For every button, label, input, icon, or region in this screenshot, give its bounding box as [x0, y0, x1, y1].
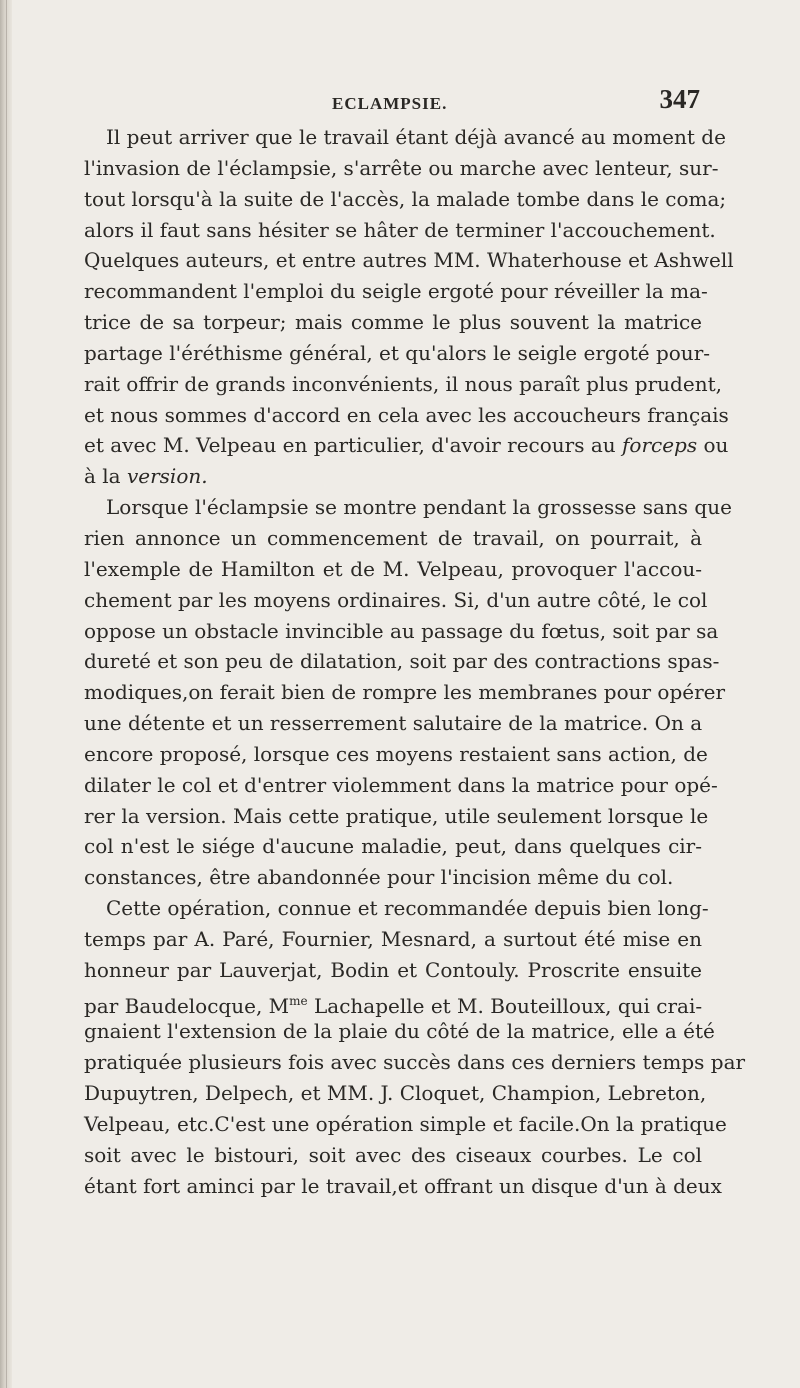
- text-segment: ou: [703, 433, 729, 458]
- text-line: Il peut arriver que le travail étant déjà avancé au moment de: [106, 125, 726, 149]
- text-segment: et avec M. Velpeau en particulier, d'avoir recours au: [84, 433, 616, 458]
- text-line: rer la version. Mais cette pratique, utile seulement lorsque le: [84, 803, 709, 828]
- text-line: col n'est le siége d'aucune maladie, peut, dans quelques cir-: [84, 834, 702, 859]
- text-line: Cette opération, connue et recommandée depuis bien long-: [106, 896, 709, 921]
- text-line: honneur par Lauverjat, Bodin et Contouly. Proscrite ensuite: [84, 957, 702, 982]
- text-line: chement par les moyens ordinaires. Si, d'un autre côté, le col: [84, 587, 708, 612]
- text-line: dureté et son peu de dilatation, soit par des contractions spas-: [84, 649, 720, 674]
- text-line: Velpeau, etc.C'est une opération simple et facile.On la pratique: [84, 1112, 727, 1136]
- text-segment: par Baudelocque, M: [84, 993, 290, 1018]
- page-number: 347: [659, 84, 700, 114]
- text-line: Lorsque l'éclampsie se montre pendant la grossesse sans que: [106, 495, 732, 520]
- gutter-line: [6, 0, 7, 1388]
- superscript-me: me: [289, 993, 308, 1008]
- text-line: pratiquée plusieurs fois avec succès dans ces derniers temps par: [84, 1050, 746, 1075]
- italic-term-version: version.: [126, 464, 208, 489]
- running-title: ECLAMPSIE.: [332, 94, 448, 113]
- text-segment: Lachapelle et M. Bouteilloux, qui crai-: [313, 993, 703, 1018]
- text-line: l'invasion de l'éclampsie, s'arrête ou marche avec lenteur, sur-: [84, 155, 719, 180]
- text-line: constances, être abandonnée pour l'incision même du col.: [84, 865, 674, 890]
- text-line: recommandent l'emploi du seigle ergoté pour réveiller la ma-: [84, 279, 708, 304]
- text-line: [84, 986, 702, 1017]
- text-line: une détente et un resserrement salutaire de la matrice. On a: [84, 711, 703, 736]
- text-line: l'exemple de Hamilton et de M. Velpeau, provoquer l'accou-: [84, 556, 702, 581]
- text-line: Dupuytren, Delpech, et MM. J. Cloquet, Champion, Lebreton,: [84, 1081, 707, 1106]
- text-line: tout lorsqu'à la suite de l'accès, la malade tombe dans le coma;: [84, 186, 727, 211]
- text-line: étant fort aminci par le travail,et offrant un disque d'un à deux: [84, 1173, 722, 1198]
- text-line: trice de sa torpeur; mais comme le plus souvent la matrice: [84, 310, 702, 335]
- text-line: [84, 461, 702, 492]
- text-line: rien annonce un commencement de travail, on pourrait, à: [84, 525, 702, 550]
- text-line: gnaient l'extension de la plaie du côté de la matrice, elle a été: [84, 1019, 715, 1044]
- text-line: alors il faut sans hésiter se hâter de terminer l'accouchement.: [84, 217, 716, 242]
- text-line: et nous sommes d'accord en cela avec les accoucheurs français: [84, 402, 729, 427]
- body-text: [84, 122, 746, 1202]
- text-line: rait offrir de grands inconvénients, il nous paraît plus prudent,: [84, 371, 722, 396]
- text-line: encore proposé, lorsque ces moyens restaient sans action, de: [84, 741, 708, 766]
- page-header: [84, 84, 702, 120]
- italic-term-forceps: forceps: [622, 433, 698, 458]
- text-segment: à la: [84, 464, 121, 489]
- text-line: dilater le col et d'entrer violemment dans la matrice pour opé-: [84, 772, 718, 797]
- text-line: [84, 430, 729, 461]
- text-line: temps par A. Paré, Fournier, Mesnard, a surtout été mise en: [84, 926, 702, 951]
- text-line: partage l'éréthisme général, et qu'alors le seigle ergoté pour-: [84, 340, 711, 365]
- text-line: modiques,on ferait bien de rompre les membranes pour opérer: [84, 680, 726, 705]
- text-line: Quelques auteurs, et entre autres MM. Whaterhouse et Ashwell: [84, 248, 734, 273]
- text-line: soit avec le bistouri, soit avec des ciseaux courbes. Le col: [84, 1142, 702, 1167]
- text-line: oppose un obstacle invincible au passage du fœtus, soit par sa: [84, 618, 719, 643]
